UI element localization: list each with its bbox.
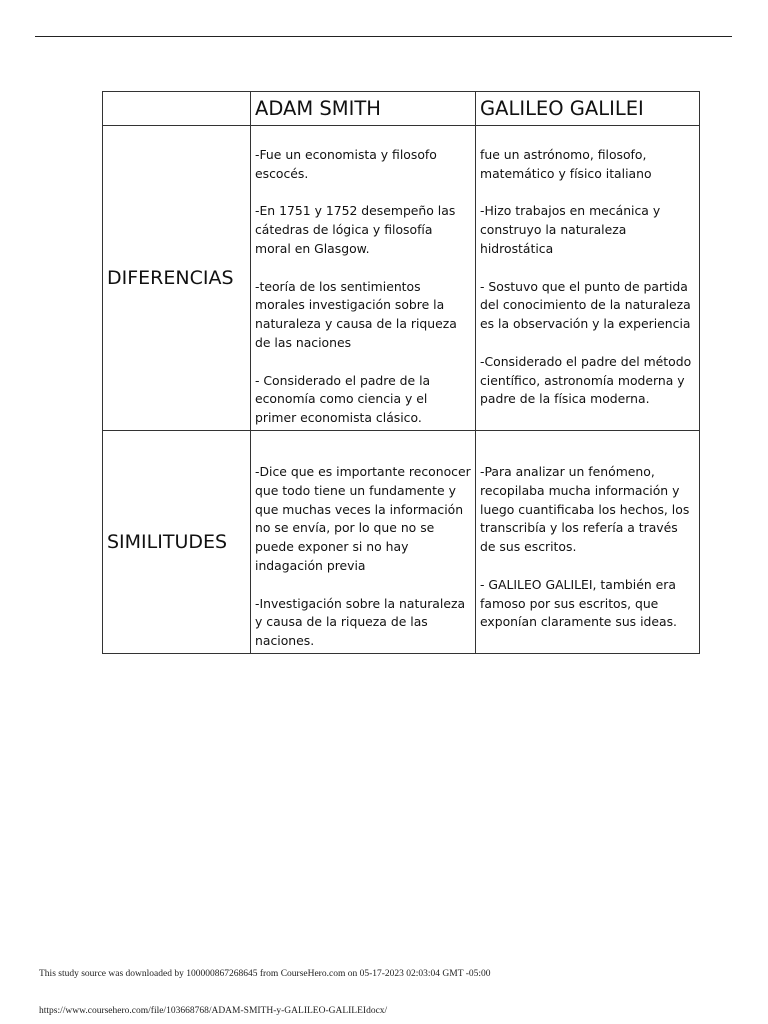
cell-similitudes-adam-smith xyxy=(251,430,476,653)
header-galileo-galilei: GALILEO GALILEI xyxy=(476,92,700,126)
table-row-similitudes xyxy=(103,430,700,653)
paragraph: - Considerado el padre de la economía como ciencia y el primer economista clásico. xyxy=(255,372,431,426)
row-label-cell xyxy=(103,126,251,431)
cell-diferencias-galileo xyxy=(476,126,700,431)
comparison-table xyxy=(102,91,700,654)
top-rule xyxy=(35,36,732,37)
cell-diferencias-adam-smith xyxy=(251,126,476,431)
footer-source-url[interactable]: https://www.coursehero.com/file/103668768/ADAM-SMITH-y-GALILEO-GALILEIdocx/ xyxy=(39,1006,388,1016)
paragraph: -Para analizar un fenómeno, recopilaba mucha información y luego cuantificaba los hechos, los transcribía y los refería a través de sus escritos. xyxy=(480,463,690,555)
header-empty-cell xyxy=(103,92,251,126)
footer-download-notice: This study source was downloaded by 100000867268645 from CourseHero.com on 05-17-2023 02:03:04 GMT -05:00 xyxy=(39,969,491,979)
paragraph: - GALILEO GALILEI, también era famoso por sus escritos, que exponían claramente sus ideas. xyxy=(480,576,677,630)
paragraph: - Sostuvo que el punto de partida del conocimiento de la naturaleza es la observación y la experiencia xyxy=(480,278,691,332)
table-header-row xyxy=(103,92,700,126)
cell-similitudes-galileo xyxy=(476,430,700,653)
paragraph: fue un astrónomo, filosofo, matemático y físico italiano xyxy=(480,147,652,181)
header-adam-smith: ADAM SMITH xyxy=(251,92,476,126)
paragraph: -Considerado el padre del método científico, astronomía moderna y padre de la física moderna. xyxy=(480,353,692,407)
row-label-similitudes: SIMILITUDES xyxy=(107,530,228,553)
paragraph: -Fue un economista y filosofo escocés. xyxy=(255,147,437,181)
row-label-cell xyxy=(103,430,251,653)
paragraph: -Dice que es importante reconocer que todo tiene un fundamente y que muchas veces la información no se envía, por lo que no se puede exponer si no hay indagación previa xyxy=(255,463,471,573)
paragraph: -teoría de los sentimientos morales investigación sobre la naturaleza y causa de la riqueza de las naciones xyxy=(255,278,457,350)
table-row-diferencias xyxy=(103,126,700,431)
paragraph: -Investigación sobre la naturaleza y causa de la riqueza de las naciones. xyxy=(255,595,466,649)
paragraph: -En 1751 y 1752 desempeño las cátedras de lógica y filosofía moral en Glasgow. xyxy=(255,203,456,256)
row-label-diferencias: DIFERENCIAS xyxy=(107,266,234,289)
paragraph: -Hizo trabajos en mecánica y construyo la naturaleza hidrostática xyxy=(480,203,661,256)
